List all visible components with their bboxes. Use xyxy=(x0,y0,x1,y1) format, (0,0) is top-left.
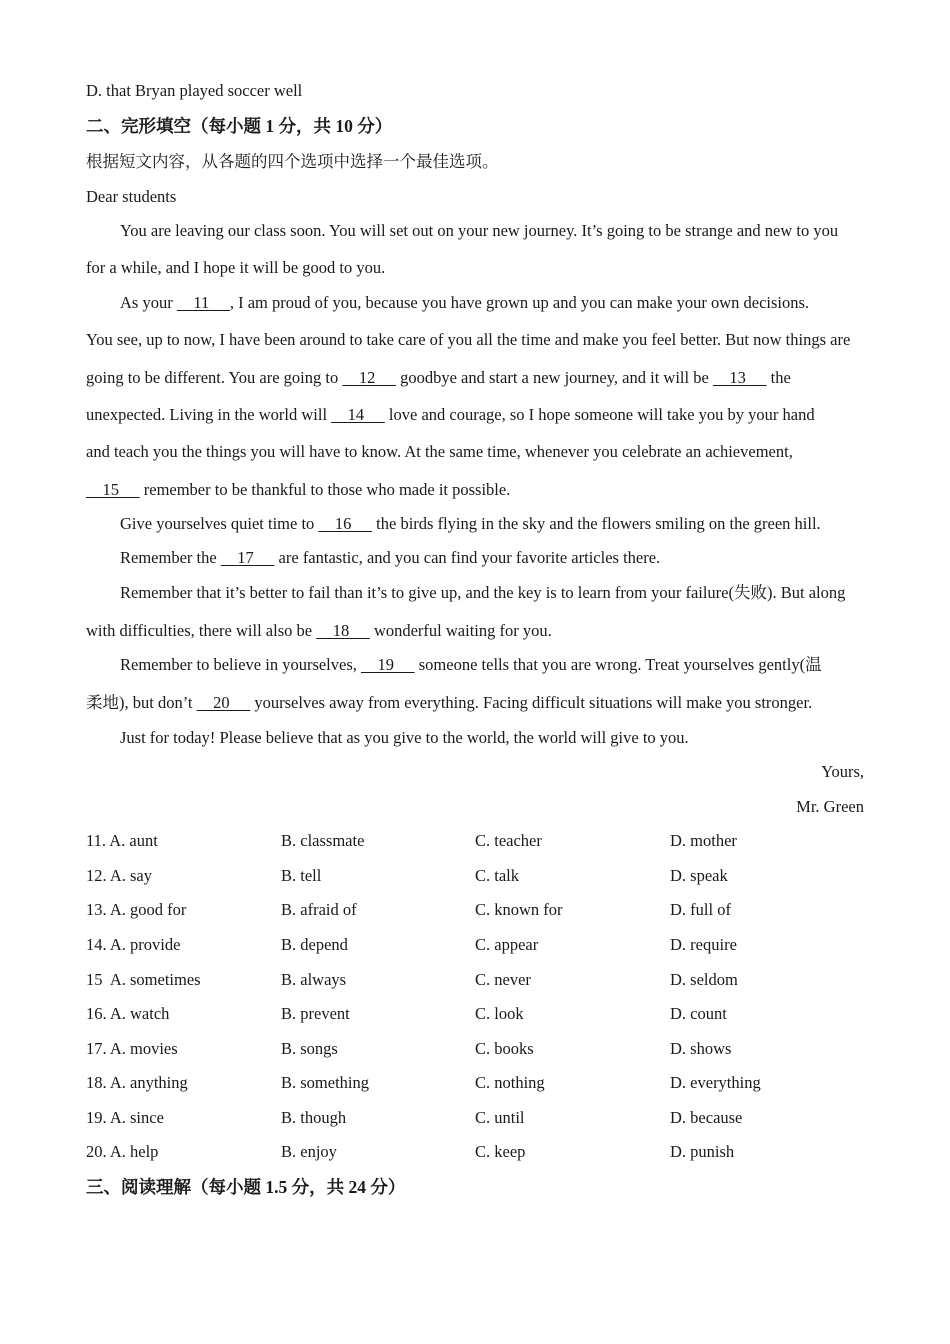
paragraph-1-line-2: for a while, and I hope it will be good to you. xyxy=(86,258,386,277)
option-c: C. look xyxy=(475,1004,524,1023)
blank-15: 15 xyxy=(102,480,119,499)
option-d: D. shows xyxy=(670,1039,732,1058)
text-segment: someone tells that you are wrong. Treat yourselves gently(温 xyxy=(414,655,822,674)
option-d: D. seldom xyxy=(670,970,738,989)
option-a: 15 A. sometimes xyxy=(86,970,201,989)
option-a: 13. A. good for xyxy=(86,900,187,919)
paragraph-2-line-1 xyxy=(120,292,864,314)
option-b: B. prevent xyxy=(281,1004,350,1023)
paragraph-2-line-5: and teach you the things you will have to know. At the same time, whenever you celebrate an achievement, xyxy=(86,442,793,461)
previous-option-d: D. that Bryan played soccer well xyxy=(86,81,303,100)
paragraph-3 xyxy=(120,513,864,535)
option-b: B. something xyxy=(281,1073,370,1092)
paragraph-2-line-6 xyxy=(86,479,864,501)
paragraph-2-line-4 xyxy=(86,404,864,426)
option-d: D. everything xyxy=(670,1073,761,1092)
option-d: D. mother xyxy=(670,831,737,850)
option-b: B. classmate xyxy=(281,831,365,850)
blank-17: 17 xyxy=(237,548,254,567)
blank-14: 14 xyxy=(347,405,365,424)
blank-16: 16 xyxy=(334,514,352,533)
text-segment: remember to be thankful to those who made it possible. xyxy=(139,480,511,499)
text-segment: Give yourselves quiet time to xyxy=(120,514,319,533)
blank-13: 13 xyxy=(729,368,746,387)
option-d: D. because xyxy=(670,1108,743,1127)
option-a: 16. A. watch xyxy=(86,1004,170,1023)
section3-heading: 三、阅读理解（每小题 1.5 分，共 24 分） xyxy=(86,1177,406,1197)
blank-20: 20 xyxy=(213,693,230,712)
option-d: D. punish xyxy=(670,1142,735,1161)
text-segment: As your xyxy=(120,293,177,312)
section2-instruction: 根据短文内容，从各题的四个选项中选择一个最佳选项。 xyxy=(86,152,499,171)
blank-12: 12 xyxy=(358,368,376,387)
option-d: D. speak xyxy=(670,866,728,885)
paragraph-5-line-2 xyxy=(86,620,864,642)
option-a: 12. A. say xyxy=(86,866,152,885)
text-segment: the xyxy=(766,368,791,387)
paragraph-2-line-2: You see, up to now, I have been around to take care of you all the time and make you feel better. But now things are xyxy=(86,330,851,349)
paragraph-1-line-1: You are leaving our class soon. You will set out on your new journey. It’s going to be strange and new to you xyxy=(120,221,839,240)
option-c: C. never xyxy=(475,970,531,989)
text-segment: 柔地), but don’t xyxy=(86,693,197,712)
option-a: 14. A. provide xyxy=(86,935,181,954)
text-segment: Remember to believe in yourselves, xyxy=(120,655,362,674)
option-b: B. depend xyxy=(281,935,348,954)
letter-greeting: Dear students xyxy=(86,187,177,206)
blank-19: 19 xyxy=(377,655,395,674)
text-segment: love and courage, so I hope someone will take you by your hand xyxy=(384,405,815,424)
letter-closing: Yours, xyxy=(821,762,864,781)
option-a: 17. A. movies xyxy=(86,1039,178,1058)
text-segment: Remember the xyxy=(120,548,221,567)
option-c: C. until xyxy=(475,1108,525,1127)
text-segment: are fantastic, and you can find your favorite articles there. xyxy=(274,548,661,567)
option-d: D. require xyxy=(670,935,737,954)
paragraph-6-line-2 xyxy=(86,692,864,714)
text-segment: with difficulties, there will also be xyxy=(86,621,317,640)
paragraph-5-line-1: Remember that it’s better to fail than it’s to give up, and the key is to learn from your failure(失败). But along xyxy=(120,583,846,602)
option-a: 11. A. aunt xyxy=(86,831,158,850)
text-segment: going to be different. You are going to xyxy=(86,368,343,387)
option-c: C. appear xyxy=(475,935,539,954)
text-segment: , I am proud of you, because you have grown up and you can make your own decisions. xyxy=(229,293,810,312)
paragraph-7: Just for today! Please believe that as you give to the world, the world will give to you. xyxy=(120,728,689,747)
option-a: 19. A. since xyxy=(86,1108,164,1127)
text-segment: the birds flying in the sky and the flowers smiling on the green hill. xyxy=(372,514,821,533)
paragraph-4 xyxy=(120,547,864,569)
letter-signature: Mr. Green xyxy=(796,797,864,816)
option-c: C. keep xyxy=(475,1142,526,1161)
option-c: C. books xyxy=(475,1039,534,1058)
option-c: C. talk xyxy=(475,866,519,885)
option-c: C. teacher xyxy=(475,831,542,850)
paragraph-6-line-1 xyxy=(120,654,864,676)
text-segment: wonderful waiting for you. xyxy=(369,621,552,640)
text-segment: goodbye and start a new journey, and it will be xyxy=(395,368,713,387)
blank-18: 18 xyxy=(332,621,350,640)
option-a: 18. A. anything xyxy=(86,1073,188,1092)
option-b: B. afraid of xyxy=(281,900,357,919)
option-a: 20. A. help xyxy=(86,1142,159,1161)
option-c: C. known for xyxy=(475,900,563,919)
option-b: B. tell xyxy=(281,866,322,885)
option-b: B. enjoy xyxy=(281,1142,337,1161)
option-d: D. full of xyxy=(670,900,731,919)
section2-heading: 二、完形填空（每小题 1 分，共 10 分） xyxy=(86,116,393,136)
blank-11: 11 xyxy=(193,293,210,312)
text-segment: unexpected. Living in the world will xyxy=(86,405,332,424)
option-b: B. though xyxy=(281,1108,347,1127)
text-segment: yourselves away from everything. Facing difficult situations will make you stronger. xyxy=(250,693,813,712)
paragraph-2-line-3 xyxy=(86,367,864,389)
option-c: C. nothing xyxy=(475,1073,545,1092)
option-b: B. always xyxy=(281,970,347,989)
option-b: B. songs xyxy=(281,1039,338,1058)
option-d: D. count xyxy=(670,1004,727,1023)
